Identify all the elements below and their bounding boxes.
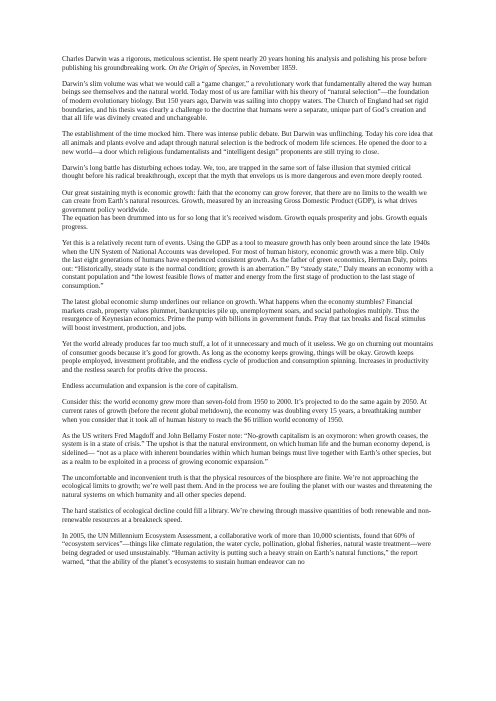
paragraph-text-tail: , in November 1859.: [238, 63, 298, 72]
paragraph-text: Yet this is a relatively recent turn of events. Using the GDP as a tool to measure growth has only been around since the late 1940s when the UN System of National Accounts was developed. For most of human history, economic growth was a mere blip. Only the last eight generations of humans have experienced consistent growth. As the father of green economics, Herman Daly, points out: “Historically, steady state is the normal condition; growth is an aberration.” By “steady state,” Daly means an economy with a constant population and “the lowest feasible flows of matter and energy from the first stage of production to the last stage of consumption.”: [62, 239, 433, 291]
paragraph-text: The latest global economic slump underlines our reliance on growth. What happens when the economy stumbles? Financial markets crash, property values plummet, bankruptcies pile up, unemployment soars, and social pathologies multiply. Thus the resurgence of Keynesian economics. Prime the pump with billions in government funds. Pray that tax breaks and fiscal stimulus will boost investment, production, and jobs.: [62, 298, 426, 332]
paragraph-text: Yet the world already produces far too much stuff, a lot of it unnecessary and much of it useless. We go on churning out mountains of consumer goods because it’s good for growth. As long as the economy keeps growing, things will be okay. Growth keeps people employed, investment profitable, and the endless cycle of production and consumption spinning. Increases in productivity and the restless search for profits drive the process.: [62, 340, 434, 374]
paragraph: [62, 214, 434, 231]
paragraph-text: The establishment of the time mocked him. There was intense public debate. But Darwin was unflinching. Today his core idea that all animals and plants evolve and adapt through natural selection is the bedrock of modern life sciences. He opened the door to a new world—a door which religious fundamentalists and “intelligent design” proponents are still trying to close.: [62, 130, 433, 156]
paragraph-text: The hard statistics of ecological decline could fill a library. We’re chewing through massive quantities of both renewable and non-renewable resources at a breakneck speed.: [62, 507, 432, 524]
paragraph-text: Consider this: the world economy grew more than seven-fold from 1950 to 2000. It’s projected to do the same again by 2050. At current rates of growth (before the recent global meltdown), the economy was doubling every 15 years, a breathtaking number when you consider that it took all of human history to reach the $6 trillion world economy of 1950.: [62, 398, 427, 424]
paragraph: [62, 164, 434, 181]
paragraph-text: Our great sustaining myth is economic growth: faith that the economy can grow forever, that there are no limits to the wealth we can create from Earth’s natural resources. Growth, measured by an increasing Gross Domestic Product (GDP), is what drives government policy worldwide.: [62, 188, 427, 214]
paragraph: [62, 474, 434, 500]
paragraph: [62, 189, 434, 215]
paragraph: [62, 80, 434, 123]
paragraph: [62, 432, 434, 466]
paragraph-text: Endless accumulation and expansion is the core of capitalism.: [62, 382, 238, 391]
paragraph: [62, 507, 434, 524]
paragraph: [62, 532, 434, 566]
paragraph-text: Darwin’s slim volume was what we would call a “game changer,” a revolutionary work that fundamentally altered the way human beings see themselves and the natural world. Today most of us are familiar with his theory of “natural selection”—the foundation of modern evolutionary biology. But 150 years ago, Darwin was sailing into choppy waters. The Church of England had set rigid boundaries, and his thesis was clearly a challenge to the doctrine that humans were a separate, unique part of God’s creation and that all life was divinely created and unchangeable.: [62, 79, 432, 123]
paragraph: [62, 239, 434, 291]
document-page: [62, 55, 434, 574]
paragraph: [62, 382, 434, 391]
paragraph: [62, 55, 434, 72]
paragraph: [62, 340, 434, 374]
paragraph-text: As the US writers Fred Magdoff and John Bellamy Foster note: “No-growth capitalism is an oxymoron: when growth ceases, the system is in a state of crisis.” The upshot is that the natural environment, on which human life and the human economy depend, is sidelined— “not as a place with inherent boundaries within which human beings must live together with Earth’s other species, but as a realm to be exploited in a process of growing economic expansion.”: [62, 431, 432, 466]
paragraph-text: Darwin’s long battle has disturbing echoes today. We, too, are trapped in the same sort of false illusion that stymied critical thought before his radical breakthrough, except that the myth that envelops us is more dangerous and even more deeply rooted.: [62, 163, 423, 181]
paragraph: [62, 130, 434, 156]
paragraph-text: In 2005, the UN Millennium Ecosystem Assessment, a collaborative work of more than 10,000 scientists, found that 60% of “ecosystem services”—things like climate regulation, the water cycle, pollination, global fisheries, natural waste treatment—were being degraded or used unsustainably. “Human activity is putting such a heavy strain on Earth’s natural functions,” the report warned, “that the ability of the planet’s ecosystems to sustain human endeavor can no: [62, 531, 431, 566]
paragraph-text: The uncomfortable and inconvenient truth is that the physical resources of the biosphere are finite. We’re not approaching the ecological limits to growth; we’re well past them. And in the process we are fouling the planet with our wastes and threatening the natural systems on which humanity and all other species depend.: [62, 473, 433, 499]
paragraph: [62, 398, 434, 424]
paragraph-text: Charles Darwin was a rigorous, meticulous scientist. He spent nearly 20 years honing his analysis and polishing his prose before publishing his groundbreaking work.: [62, 55, 427, 72]
paragraph: [62, 298, 434, 332]
book-title: On the Origin of Species: [168, 63, 239, 72]
paragraph-text: The equation has been drummed into us for so long that it’s received wisdom. Growth equals prosperity and jobs. Growth equals progress.: [62, 214, 428, 231]
